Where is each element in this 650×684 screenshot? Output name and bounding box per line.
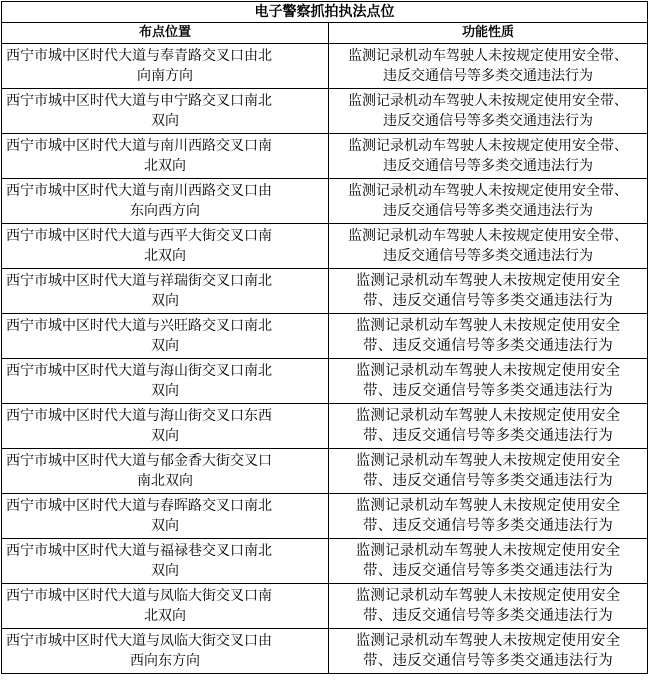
location-line-2: 北双向: [144, 158, 186, 174]
function-line-1: 监测记录机动车驾驶人未按规定使用安全: [355, 453, 621, 469]
location-line-2: 北双向: [144, 608, 186, 624]
function-cell: [329, 44, 648, 89]
table-row: [2, 89, 648, 134]
location-cell: [2, 494, 329, 539]
location-cell: [2, 44, 329, 89]
location-line-1: 西宁市城中区时代大道与凤临大街交叉口由: [6, 633, 272, 649]
table-row: [2, 449, 648, 494]
function-line-2: 带、违反交通信号等多类交通违法行为: [363, 518, 613, 534]
function-line-2: 违反交通信号等多类交通违法行为: [383, 158, 593, 174]
function-line-1: 监测记录机动车驾驶人未按规定使用安全带、: [348, 93, 628, 109]
location-cell: [2, 539, 329, 584]
location-line-1: 西宁市城中区时代大道与海山街交叉口东西: [6, 408, 272, 424]
location-line-2: 双向: [151, 338, 179, 354]
function-line-2: 违反交通信号等多类交通违法行为: [383, 68, 593, 84]
location-line-2: 双向: [151, 293, 179, 309]
table-row: [2, 404, 648, 449]
function-line-2: 带、违反交通信号等多类交通违法行为: [363, 653, 613, 669]
location-line-2: 双向: [151, 518, 179, 534]
function-line-1: 监测记录机动车驾驶人未按规定使用安全带、: [348, 183, 628, 199]
location-cell: [2, 584, 329, 629]
location-cell: [2, 269, 329, 314]
function-line-1: 监测记录机动车驾驶人未按规定使用安全: [355, 588, 621, 604]
location-line-1: 西宁市城中区时代大道与春晖路交叉口南北: [6, 498, 272, 514]
header-function: 功能性质: [329, 23, 648, 44]
function-line-2: 违反交通信号等多类交通违法行为: [383, 248, 593, 264]
table-row: [2, 539, 648, 584]
function-line-1: 监测记录机动车驾驶人未按规定使用安全: [355, 408, 621, 424]
function-line-1: 监测记录机动车驾驶人未按规定使用安全: [355, 498, 621, 514]
location-line-1: 西宁市城中区时代大道与郁金香大街交叉口: [6, 453, 272, 469]
function-line-2: 带、违反交通信号等多类交通违法行为: [363, 473, 613, 489]
function-cell: [329, 449, 648, 494]
location-line-2: 双向: [151, 383, 179, 399]
location-line-2: 双向: [151, 428, 179, 444]
function-cell: [329, 629, 648, 674]
function-line-1: 监测记录机动车驾驶人未按规定使用安全: [355, 543, 621, 559]
location-cell: [2, 224, 329, 269]
function-line-1: 监测记录机动车驾驶人未按规定使用安全: [355, 318, 621, 334]
location-line-2: 双向: [151, 113, 179, 129]
function-line-1: 监测记录机动车驾驶人未按规定使用安全带、: [348, 228, 628, 244]
function-cell: [329, 539, 648, 584]
location-line-2: 双向: [151, 563, 179, 579]
function-line-1: 监测记录机动车驾驶人未按规定使用安全: [355, 633, 621, 649]
function-line-1: 监测记录机动车驾驶人未按规定使用安全: [355, 363, 621, 379]
location-line-1: 西宁市城中区时代大道与申宁路交叉口南北: [6, 93, 272, 109]
location-cell: [2, 359, 329, 404]
function-cell: [329, 314, 648, 359]
function-line-2: 违反交通信号等多类交通违法行为: [383, 203, 593, 219]
function-line-2: 违反交通信号等多类交通违法行为: [383, 113, 593, 129]
table-row: [2, 44, 648, 89]
location-cell: [2, 314, 329, 359]
table-row: [2, 629, 648, 674]
location-line-2: 向南方向: [137, 68, 193, 84]
location-line-1: 西宁市城中区时代大道与奉青路交叉口由北: [6, 48, 272, 64]
function-line-1: 监测记录机动车驾驶人未按规定使用安全: [355, 273, 621, 289]
location-line-1: 西宁市城中区时代大道与兴旺路交叉口南北: [6, 318, 272, 334]
table-row: [2, 269, 648, 314]
table-row: [2, 179, 648, 224]
location-line-1: 西宁市城中区时代大道与凤临大街交叉口南: [6, 588, 272, 604]
table-row: [2, 134, 648, 179]
function-line-2: 带、违反交通信号等多类交通违法行为: [363, 293, 613, 309]
location-line-1: 西宁市城中区时代大道与福禄巷交叉口南北: [6, 543, 272, 559]
function-cell: [329, 179, 648, 224]
location-cell: [2, 629, 329, 674]
function-line-2: 带、违反交通信号等多类交通违法行为: [363, 383, 613, 399]
function-cell: [329, 269, 648, 314]
function-line-2: 带、违反交通信号等多类交通违法行为: [363, 563, 613, 579]
table-row: [2, 314, 648, 359]
location-cell: [2, 179, 329, 224]
table-row: [2, 359, 648, 404]
function-cell: [329, 494, 648, 539]
table-row: [2, 584, 648, 629]
location-line-2: 西向东方向: [130, 653, 200, 669]
location-cell: [2, 134, 329, 179]
table-row: [2, 224, 648, 269]
location-cell: [2, 89, 329, 134]
location-cell: [2, 404, 329, 449]
function-line-1: 监测记录机动车驾驶人未按规定使用安全带、: [348, 138, 628, 154]
location-line-1: 西宁市城中区时代大道与南川西路交叉口南: [6, 138, 272, 154]
location-line-2: 北双向: [144, 248, 186, 264]
location-line-2: 南北双向: [137, 473, 193, 489]
location-line-1: 西宁市城中区时代大道与西平大街交叉口南: [6, 228, 272, 244]
location-line-2: 东向西方向: [130, 203, 200, 219]
function-cell: [329, 584, 648, 629]
table-row: [2, 494, 648, 539]
location-line-1: 西宁市城中区时代大道与祥瑞街交叉口南北: [6, 273, 272, 289]
location-line-1: 西宁市城中区时代大道与南川西路交叉口由: [6, 183, 272, 199]
function-line-2: 带、违反交通信号等多类交通违法行为: [363, 338, 613, 354]
header-location: 布点位置: [2, 23, 329, 44]
function-line-2: 带、违反交通信号等多类交通违法行为: [363, 608, 613, 624]
function-cell: [329, 89, 648, 134]
location-line-1: 西宁市城中区时代大道与海山街交叉口南北: [6, 363, 272, 379]
function-line-2: 带、违反交通信号等多类交通违法行为: [363, 428, 613, 444]
location-cell: [2, 449, 329, 494]
function-cell: [329, 224, 648, 269]
enforcement-points-table: [1, 1, 648, 674]
table-title: 电子警察抓拍执法点位: [2, 2, 648, 23]
function-cell: [329, 359, 648, 404]
function-cell: [329, 404, 648, 449]
function-cell: [329, 134, 648, 179]
function-line-1: 监测记录机动车驾驶人未按规定使用安全带、: [348, 48, 628, 64]
